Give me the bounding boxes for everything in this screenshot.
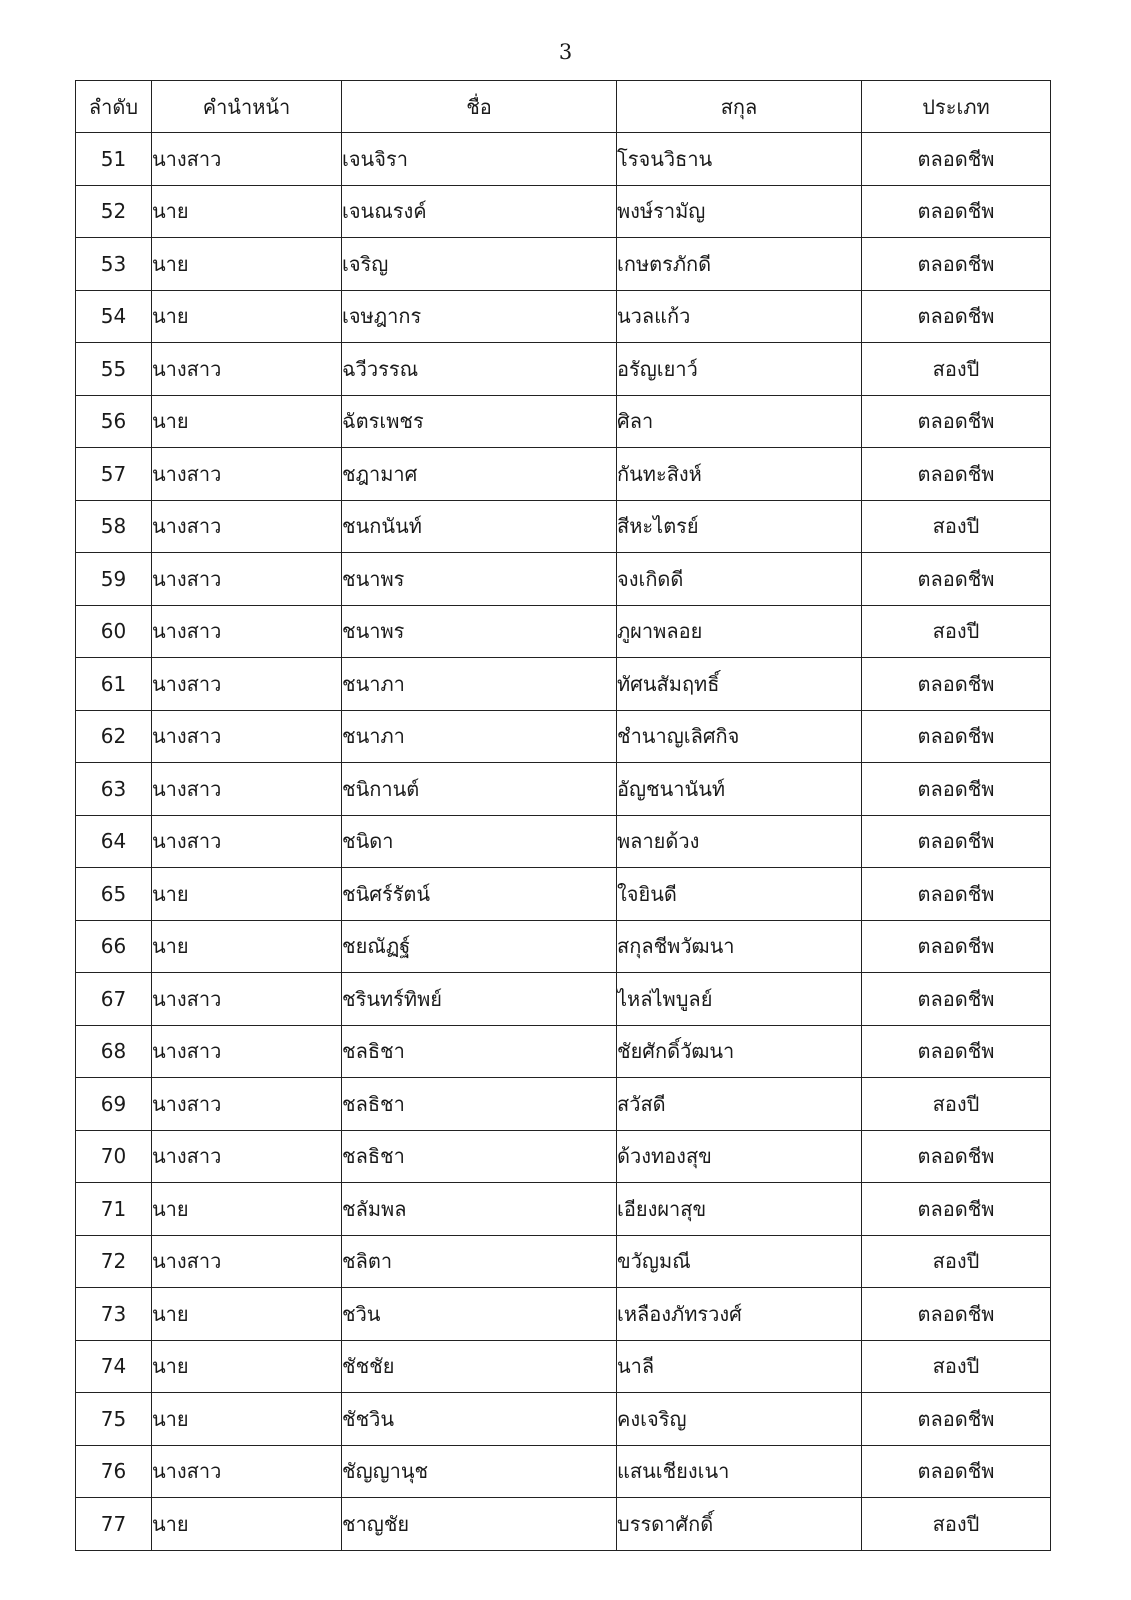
- row-prefix: นาย: [152, 1183, 342, 1236]
- row-last-name: บรรดาศักดิ์: [617, 1498, 862, 1551]
- row-first-name: เจษฎากร: [342, 290, 617, 343]
- row-order: 63: [76, 763, 152, 816]
- row-order: 60: [76, 605, 152, 658]
- row-prefix: นางสาว: [152, 815, 342, 868]
- row-first-name: ชวิน: [342, 1288, 617, 1341]
- row-order: 71: [76, 1183, 152, 1236]
- row-order: 53: [76, 238, 152, 291]
- row-order: 65: [76, 868, 152, 921]
- row-first-name: ฉวีวรรณ: [342, 343, 617, 396]
- row-order: 54: [76, 290, 152, 343]
- row-type: ตลอดชีพ: [862, 133, 1051, 186]
- row-type: ตลอดชีพ: [862, 868, 1051, 921]
- table-row: [76, 1393, 1051, 1446]
- row-order: 67: [76, 973, 152, 1026]
- table-row: [76, 553, 1051, 606]
- row-last-name: พลายด้วง: [617, 815, 862, 868]
- table-row: [76, 973, 1051, 1026]
- row-first-name: ชนิกานต์: [342, 763, 617, 816]
- table-row: [76, 1288, 1051, 1341]
- row-first-name: เจนณรงค์: [342, 185, 617, 238]
- row-type: สองปี: [862, 1078, 1051, 1131]
- row-last-name: ใจยินดี: [617, 868, 862, 921]
- row-prefix: นางสาว: [152, 553, 342, 606]
- row-prefix: นางสาว: [152, 973, 342, 1026]
- row-last-name: ไหล่ไพบูลย์: [617, 973, 862, 1026]
- table-row: [76, 290, 1051, 343]
- row-prefix: นาย: [152, 920, 342, 973]
- row-order: 55: [76, 343, 152, 396]
- row-order: 76: [76, 1445, 152, 1498]
- row-first-name: ชนาภา: [342, 658, 617, 711]
- table-row: [76, 920, 1051, 973]
- table-row: [76, 1025, 1051, 1078]
- row-last-name: นาลี: [617, 1340, 862, 1393]
- table-header: [76, 81, 1051, 133]
- table-row: [76, 658, 1051, 711]
- table-row: [76, 815, 1051, 868]
- row-first-name: ชัชชัย: [342, 1340, 617, 1393]
- row-prefix: นางสาว: [152, 763, 342, 816]
- row-last-name: พงษ์รามัญ: [617, 185, 862, 238]
- table-row: [76, 238, 1051, 291]
- table-row: [76, 1078, 1051, 1131]
- table-row: [76, 500, 1051, 553]
- row-order: 66: [76, 920, 152, 973]
- row-first-name: ชัญญานุช: [342, 1445, 617, 1498]
- row-prefix: นาย: [152, 238, 342, 291]
- row-type: ตลอดชีพ: [862, 1130, 1051, 1183]
- row-type: สองปี: [862, 1235, 1051, 1288]
- row-order: 73: [76, 1288, 152, 1341]
- row-prefix: นาย: [152, 185, 342, 238]
- row-first-name: ชนิศร์รัตน์: [342, 868, 617, 921]
- row-last-name: โรจนวิธาน: [617, 133, 862, 186]
- row-last-name: เอียงผาสุข: [617, 1183, 862, 1236]
- header-first-name: ชื่อ: [342, 81, 617, 133]
- row-order: 52: [76, 185, 152, 238]
- row-first-name: ชนาภา: [342, 710, 617, 763]
- row-last-name: กันทะสิงห์: [617, 448, 862, 501]
- row-type: ตลอดชีพ: [862, 710, 1051, 763]
- row-prefix: นางสาว: [152, 710, 342, 763]
- row-order: 58: [76, 500, 152, 553]
- row-type: ตลอดชีพ: [862, 448, 1051, 501]
- row-last-name: แสนเชียงเนา: [617, 1445, 862, 1498]
- row-type: ตลอดชีพ: [862, 553, 1051, 606]
- row-order: 64: [76, 815, 152, 868]
- row-last-name: ศิลา: [617, 395, 862, 448]
- table-row: [76, 1235, 1051, 1288]
- row-first-name: เจนจิรา: [342, 133, 617, 186]
- row-last-name: สวัสดี: [617, 1078, 862, 1131]
- table-row: [76, 1130, 1051, 1183]
- row-type: สองปี: [862, 1340, 1051, 1393]
- table-row: [76, 868, 1051, 921]
- row-last-name: สกุลชีพวัฒนา: [617, 920, 862, 973]
- row-type: ตลอดชีพ: [862, 1183, 1051, 1236]
- row-last-name: ชัยศักดิ์วัฒนา: [617, 1025, 862, 1078]
- row-first-name: ชนาพร: [342, 553, 617, 606]
- row-last-name: เกษตรภักดี: [617, 238, 862, 291]
- row-type: ตลอดชีพ: [862, 920, 1051, 973]
- row-order: 62: [76, 710, 152, 763]
- row-type: ตลอดชีพ: [862, 1445, 1051, 1498]
- row-order: 59: [76, 553, 152, 606]
- table-row: [76, 133, 1051, 186]
- row-last-name: ขวัญมณี: [617, 1235, 862, 1288]
- table-row: [76, 1183, 1051, 1236]
- row-order: 51: [76, 133, 152, 186]
- header-last-name: สกุล: [617, 81, 862, 133]
- row-prefix: นางสาว: [152, 343, 342, 396]
- row-order: 68: [76, 1025, 152, 1078]
- row-type: ตลอดชีพ: [862, 815, 1051, 868]
- row-prefix: นางสาว: [152, 658, 342, 711]
- row-first-name: ชลิตา: [342, 1235, 617, 1288]
- row-type: ตลอดชีพ: [862, 1288, 1051, 1341]
- row-first-name: ชนาพร: [342, 605, 617, 658]
- row-prefix: นางสาว: [152, 500, 342, 553]
- row-prefix: นางสาว: [152, 448, 342, 501]
- row-type: ตลอดชีพ: [862, 1393, 1051, 1446]
- table-row: [76, 395, 1051, 448]
- row-last-name: จงเกิดดี: [617, 553, 862, 606]
- row-order: 69: [76, 1078, 152, 1131]
- row-last-name: นวลแก้ว: [617, 290, 862, 343]
- row-order: 56: [76, 395, 152, 448]
- row-last-name: คงเจริญ: [617, 1393, 862, 1446]
- row-prefix: นางสาว: [152, 1025, 342, 1078]
- row-prefix: นางสาว: [152, 605, 342, 658]
- row-type: ตลอดชีพ: [862, 763, 1051, 816]
- table-row: [76, 1445, 1051, 1498]
- row-prefix: นาย: [152, 1340, 342, 1393]
- row-type: ตลอดชีพ: [862, 973, 1051, 1026]
- row-last-name: ทัศนสัมฤทธิ์: [617, 658, 862, 711]
- row-order: 74: [76, 1340, 152, 1393]
- row-first-name: ชลัมพล: [342, 1183, 617, 1236]
- row-order: 72: [76, 1235, 152, 1288]
- row-prefix: นาย: [152, 290, 342, 343]
- row-last-name: เหลืองภัทรวงศ์: [617, 1288, 862, 1341]
- row-first-name: เจริญ: [342, 238, 617, 291]
- row-order: 57: [76, 448, 152, 501]
- row-type: ตลอดชีพ: [862, 290, 1051, 343]
- row-prefix: นาย: [152, 1498, 342, 1551]
- row-first-name: ชนกนันท์: [342, 500, 617, 553]
- row-last-name: อัญชนานันท์: [617, 763, 862, 816]
- header-prefix: คำนำหน้า: [152, 81, 342, 133]
- row-type: สองปี: [862, 605, 1051, 658]
- row-type: ตลอดชีพ: [862, 658, 1051, 711]
- row-last-name: อรัญเยาว์: [617, 343, 862, 396]
- row-type: ตลอดชีพ: [862, 238, 1051, 291]
- member-table: [75, 80, 1051, 1551]
- row-order: 70: [76, 1130, 152, 1183]
- row-type: ตลอดชีพ: [862, 1025, 1051, 1078]
- table-row: [76, 1340, 1051, 1393]
- row-last-name: ภูผาพลอย: [617, 605, 862, 658]
- row-first-name: ชลธิชา: [342, 1130, 617, 1183]
- row-first-name: ชฎามาศ: [342, 448, 617, 501]
- row-last-name: สีหะไตรย์: [617, 500, 862, 553]
- row-type: สองปี: [862, 343, 1051, 396]
- row-type: ตลอดชีพ: [862, 185, 1051, 238]
- row-prefix: นางสาว: [152, 1235, 342, 1288]
- row-order: 61: [76, 658, 152, 711]
- table-row: [76, 448, 1051, 501]
- row-prefix: นาย: [152, 868, 342, 921]
- table-row: [76, 710, 1051, 763]
- table-body: [76, 133, 1051, 1551]
- table-row: [76, 343, 1051, 396]
- header-row: [76, 81, 1051, 133]
- row-prefix: นาย: [152, 1288, 342, 1341]
- row-first-name: ชรินทร์ทิพย์: [342, 973, 617, 1026]
- row-first-name: ชลธิชา: [342, 1025, 617, 1078]
- row-prefix: นางสาว: [152, 1445, 342, 1498]
- row-first-name: ฉัตรเพชร: [342, 395, 617, 448]
- page-number: 3: [558, 40, 573, 64]
- row-order: 75: [76, 1393, 152, 1446]
- table-row: [76, 1498, 1051, 1551]
- row-type: สองปี: [862, 500, 1051, 553]
- row-prefix: นางสาว: [152, 1130, 342, 1183]
- row-prefix: นาย: [152, 1393, 342, 1446]
- table-row: [76, 185, 1051, 238]
- row-first-name: ชาญชัย: [342, 1498, 617, 1551]
- row-first-name: ชนิดา: [342, 815, 617, 868]
- row-first-name: ชยณัฏฐ์: [342, 920, 617, 973]
- row-type: ตลอดชีพ: [862, 395, 1051, 448]
- row-order: 77: [76, 1498, 152, 1551]
- row-type: สองปี: [862, 1498, 1051, 1551]
- row-prefix: นางสาว: [152, 1078, 342, 1131]
- row-last-name: ด้วงทองสุข: [617, 1130, 862, 1183]
- row-first-name: ชลธิชา: [342, 1078, 617, 1131]
- table-row: [76, 763, 1051, 816]
- header-type: ประเภท: [862, 81, 1051, 133]
- row-prefix: นาย: [152, 395, 342, 448]
- row-first-name: ชัชวิน: [342, 1393, 617, 1446]
- row-last-name: ชำนาญเลิศกิจ: [617, 710, 862, 763]
- header-order: ลำดับ: [76, 81, 152, 133]
- table-row: [76, 605, 1051, 658]
- row-prefix: นางสาว: [152, 133, 342, 186]
